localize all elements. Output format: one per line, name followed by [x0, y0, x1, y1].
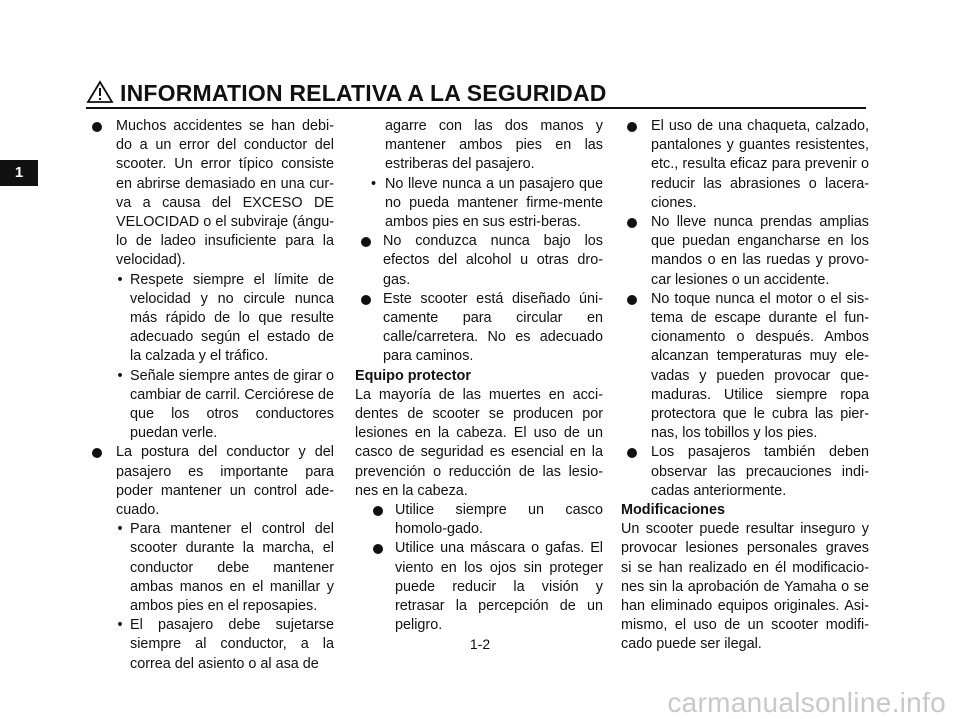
bullet-dot-icon [627, 218, 637, 228]
bullet-dot-icon [361, 237, 371, 247]
bullet-item: No conduzca nunca bajo los efectos del alcohol u otras dro-gas. [355, 232, 603, 290]
sub-bullet-item: • Señale siempre antes de girar o cambiar de carril. Cerciórese de que los otros conductores puedan verle. [117, 367, 334, 442]
bullet-item: El uso de una chaqueta, calzado, pantalones y guantes resistentes, etc., resulta eficaz para prevenir o reducir las abrasiones o lacera-ciones. [621, 117, 869, 213]
warning-triangle-icon [86, 80, 114, 104]
bullet-dot-icon [92, 122, 102, 132]
sub-bullet-item: • Para mantener el control del scooter durante la marcha, el conductor debe mantener ambas manos en el manillar y ambos pies en el reposapies. [117, 521, 334, 615]
sub-bullet-item: • No lleve nunca a un pasajero que no pueda mantener firme-mente ambos pies en sus estri-beras. [371, 175, 603, 231]
bullet-item: Muchos accidentes se han debi-do a un error del conductor del scooter. Un error típico consiste en abrirse demasiado en una cur-va a causa del EXCESO DE VELOCIDAD o el subviraje (ángu-lo de ladeo insuficiente para la velocidad). [86, 117, 334, 271]
section-header [86, 78, 866, 108]
paragraph: Un scooter puede resultar inseguro y provocar lesiones personales graves si se han realizado en él modificacio-nes sin la aprobación de Yamaha o se han eliminado equipos originales. Asi-mismo, el uso de un scooter modifi-cado puede ser ilegal. [621, 521, 869, 653]
column-3 [621, 117, 869, 655]
bullet-item: No toque nunca el motor o el sis-tema de escape durante el fun-cionamento o después. Ambos alcanzan temperaturas muy ele-vadas y pueden provocar que-maduras. Utilice siempre ropa protectora que le cubra las pier-nas, los tobillos y los pies. [621, 290, 869, 444]
bullet-dot-icon [373, 544, 383, 554]
bullet-dot-icon [361, 295, 371, 305]
paragraph: La mayoría de las muertes en acci-dentes de scooter se producen por lesiones en la cabeza. El uso de un casco de seguridad es esencial en la prevención o reducción de las lesio-nes en la cabeza. [355, 386, 603, 499]
sub-bullet-item: • Respete siempre el límite de velocidad y no circule nunca más rápido de lo que resulte adecuado según el estado de la calzada y el tráfico. [117, 271, 334, 365]
bullet-dot-icon [92, 448, 102, 458]
chapter-tab: 1 [0, 160, 38, 186]
section-heading: Modificaciones [621, 502, 725, 519]
bullet-dot-icon [627, 122, 637, 132]
bullet-item: La postura del conductor y del pasajero es importante para poder mantener un control ade-cuado. [86, 443, 334, 520]
bullet-item: Utilice una máscara o gafas. El viento en los ojos sin proteger puede reducir la visión y retrasar la percepción de un peligro. [355, 539, 603, 635]
bullet-dot-icon [627, 295, 637, 305]
section-heading: Equipo protector [355, 367, 471, 384]
page-number: 1-2 [469, 636, 491, 652]
bullet-item: No lleve nunca prendas amplias que puedan engancharse en los mandos o en las ruedas y provo-car lesiones o un accidente. [621, 213, 869, 290]
sub-bullet-item: • El pasajero debe sujetarse siempre al conductor, a la correa del asiento o al asa de [117, 617, 334, 672]
bullet-item: Este scooter está diseñado úni-camente para circular en calle/carretera. No es adecuado para caminos. [355, 290, 603, 367]
header-rule [86, 107, 866, 109]
page-title: INFORMATION RELATIVA A LA SEGURIDAD [120, 80, 607, 106]
bullet-dot-icon [627, 448, 637, 458]
sub-bullet-continuation: agarre con las dos manos y mantener ambos pies en las estriberas del pasajero. [385, 118, 603, 173]
bullet-item: Utilice siempre un casco homolo-gado. [355, 501, 603, 539]
column-1 [86, 117, 334, 674]
watermark: carmanualsonline.info [667, 687, 946, 718]
bullet-item: Los pasajeros también deben observar las precauciones indi-cadas anteriormente. [621, 443, 869, 501]
bullet-dot-icon [373, 506, 383, 516]
column-2 [355, 117, 603, 635]
